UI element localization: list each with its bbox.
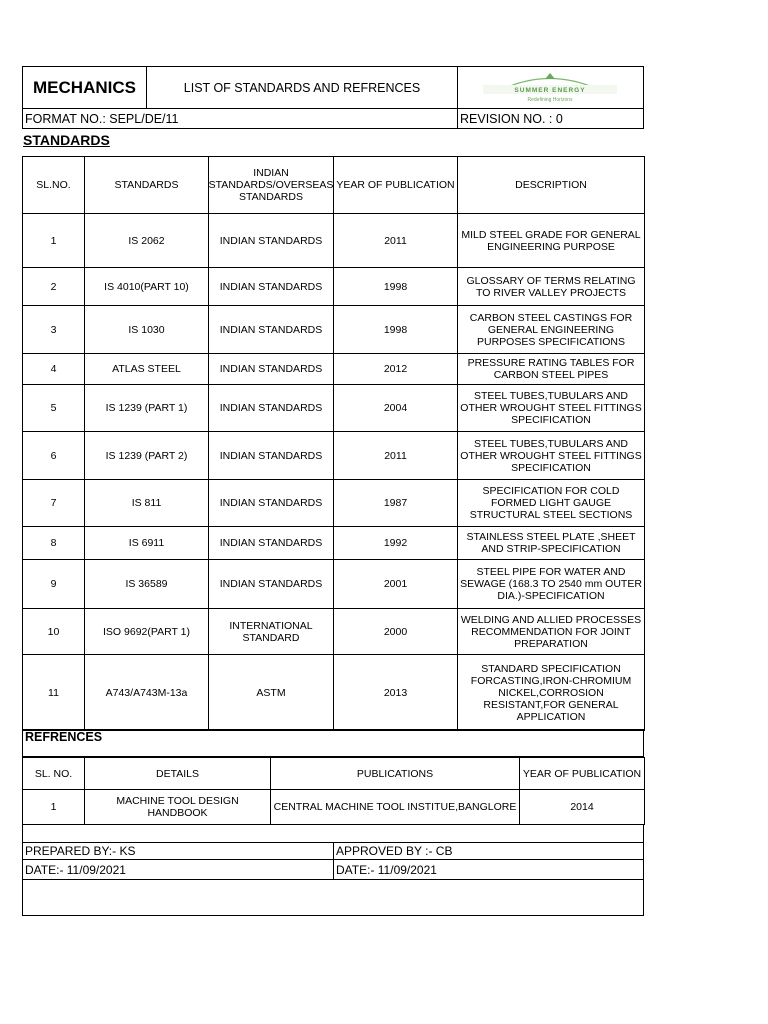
sl-no-cell: 6: [22, 431, 85, 480]
sl-no-cell: 2: [22, 267, 85, 306]
sl-no-cell: 8: [22, 526, 85, 560]
standard-cell: IS 36589: [84, 559, 209, 609]
ref-header-year: YEAR OF PUBLICATION: [519, 757, 645, 790]
standard-type-cell: INDIAN STANDARDS: [208, 559, 334, 609]
standard-cell: IS 2062: [84, 213, 209, 268]
department-label: MECHANICS: [22, 66, 147, 109]
company-logo-box: [457, 66, 644, 109]
standard-type-cell: INDIAN STANDARDS: [208, 305, 334, 354]
spacer-row: [22, 824, 644, 843]
standard-cell: ATLAS STEEL: [84, 353, 209, 385]
revision-number: REVISION NO. : 0: [457, 108, 644, 129]
standard-cell: IS 6911: [84, 526, 209, 560]
document-title: LIST OF STANDARDS AND REFRENCES: [146, 66, 458, 109]
footer-blank-row: [22, 879, 644, 916]
description-cell: STEEL TUBES,TUBULARS AND OTHER WROUGHT STEEL FITTINGS SPECIFICATION: [457, 431, 645, 480]
sl-no-cell: 10: [22, 608, 85, 655]
year-cell: 1998: [333, 267, 458, 306]
sl-no-cell: 3: [22, 305, 85, 354]
sl-no-cell: 7: [22, 479, 85, 527]
year-cell: 2000: [333, 608, 458, 655]
header-description: DESCRIPTION: [457, 156, 645, 214]
description-cell: STEEL TUBES,TUBULARS AND OTHER WROUGHT STEEL FITTINGS SPECIFICATION: [457, 384, 645, 432]
ref-publication-cell: CENTRAL MACHINE TOOL INSTITUE,BANGLORE: [270, 789, 520, 825]
year-cell: 2011: [333, 431, 458, 480]
standard-type-cell: ASTM: [208, 654, 334, 731]
standard-cell: IS 1030: [84, 305, 209, 354]
company-logo: [475, 71, 625, 105]
standards-section-title: STANDARDS: [23, 132, 110, 148]
sl-no-cell: 9: [22, 559, 85, 609]
ref-sl-no-cell: 1: [22, 789, 85, 825]
year-cell: 2012: [333, 353, 458, 385]
ref-header-details: DETAILS: [84, 757, 271, 790]
standard-type-cell: INDIAN STANDARDS: [208, 526, 334, 560]
year-cell: 2011: [333, 213, 458, 268]
header-sl-no: SL.NO.: [22, 156, 85, 214]
description-cell: PRESSURE RATING TABLES FOR CARBON STEEL PIPES: [457, 353, 645, 385]
ref-year-cell: 2014: [519, 789, 645, 825]
standard-cell: A743/A743M-13a: [84, 654, 209, 731]
description-cell: MILD STEEL GRADE FOR GENERAL ENGINEERING PURPOSE: [457, 213, 645, 268]
standard-type-cell: INDIAN STANDARDS: [208, 384, 334, 432]
ref-header-publications: PUBLICATIONS: [270, 757, 520, 790]
description-cell: SPECIFICATION FOR COLD FORMED LIGHT GAUGE STRUCTURAL STEEL SECTIONS: [457, 479, 645, 527]
standard-cell: IS 811: [84, 479, 209, 527]
logo-tagline: Redefining Horizons: [527, 96, 573, 103]
approved-date: DATE:- 11/09/2021: [333, 859, 644, 880]
approved-by: APPROVED BY :- CB: [333, 842, 644, 860]
description-cell: STANDARD SPECIFICATION FORCASTING,IRON-CHROMIUM NICKEL,CORROSION RESISTANT,FOR GENERAL APPLICATION: [457, 654, 645, 731]
header-standards: STANDARDS: [84, 156, 209, 214]
ref-details-cell: MACHINE TOOL DESIGN HANDBOOK: [84, 789, 271, 825]
standard-cell: ISO 9692(PART 1): [84, 608, 209, 655]
standard-type-cell: INDIAN STANDARDS: [208, 479, 334, 527]
description-cell: STAINLESS STEEL PLATE ,SHEET AND STRIP-SPECIFICATION: [457, 526, 645, 560]
standard-type-cell: INDIAN STANDARDS: [208, 213, 334, 268]
format-number: FORMAT NO.: SEPL/DE/11: [22, 108, 458, 129]
year-cell: 2013: [333, 654, 458, 731]
year-cell: 1998: [333, 305, 458, 354]
standard-cell: IS 4010(PART 10): [84, 267, 209, 306]
sl-no-cell: 5: [22, 384, 85, 432]
sl-no-cell: 4: [22, 353, 85, 385]
description-cell: GLOSSARY OF TERMS RELATING TO RIVER VALLEY PROJECTS: [457, 267, 645, 306]
standard-type-cell: INDIAN STANDARDS: [208, 353, 334, 385]
description-cell: CARBON STEEL CASTINGS FOR GENERAL ENGINEERING PURPOSES SPECIFICATIONS: [457, 305, 645, 354]
sl-no-cell: 1: [22, 213, 85, 268]
year-cell: 2001: [333, 559, 458, 609]
sl-no-cell: 11: [22, 654, 85, 731]
year-cell: 1992: [333, 526, 458, 560]
standard-cell: IS 1239 (PART 2): [84, 431, 209, 480]
standard-type-cell: INDIAN STANDARDS: [208, 267, 334, 306]
header-year: YEAR OF PUBLICATION: [333, 156, 458, 214]
prepared-by: PREPARED BY:- KS: [22, 842, 334, 860]
header-standard-type: INDIAN STANDARDS/OVERSEAS STANDARDS: [208, 156, 334, 214]
ref-header-sl-no: SL. NO.: [22, 757, 85, 790]
references-section-title: REFRENCES: [22, 729, 644, 757]
logo-text: SUMMER ENERGY: [514, 86, 586, 94]
description-cell: WELDING AND ALLIED PROCESSES RECOMMENDATION FOR JOINT PREPARATION: [457, 608, 645, 655]
year-cell: 1987: [333, 479, 458, 527]
prepared-date: DATE:- 11/09/2021: [22, 859, 334, 880]
standard-type-cell: INDIAN STANDARDS: [208, 431, 334, 480]
standard-type-cell: INTERNATIONAL STANDARD: [208, 608, 334, 655]
description-cell: STEEL PIPE FOR WATER AND SEWAGE (168.3 TO 2540 mm OUTER DIA.)-SPECIFICATION: [457, 559, 645, 609]
standard-cell: IS 1239 (PART 1): [84, 384, 209, 432]
year-cell: 2004: [333, 384, 458, 432]
